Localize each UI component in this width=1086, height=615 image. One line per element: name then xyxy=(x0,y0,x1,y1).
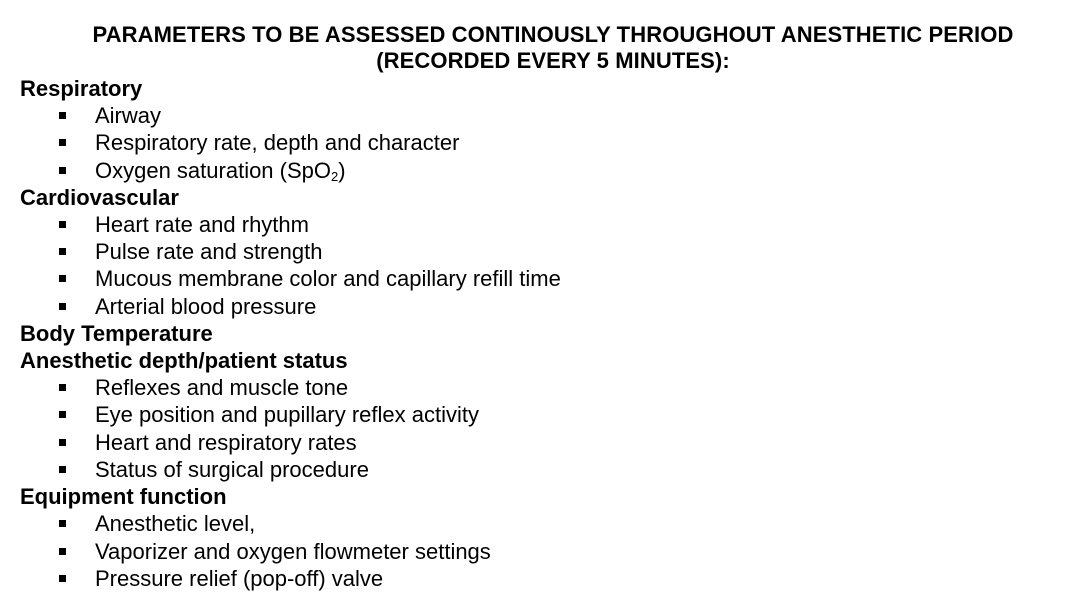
page-title xyxy=(20,22,1086,74)
list-item-text-prefix: Oxygen saturation (SpO xyxy=(95,157,332,183)
square-bullet-icon xyxy=(59,575,66,582)
list-item xyxy=(20,538,1060,565)
list-item-text: Pulse rate and strength xyxy=(95,239,323,265)
list-item-text: Anesthetic level, xyxy=(95,511,256,537)
square-bullet-icon xyxy=(59,112,66,119)
section-heading-anesthetic-depth: Anesthetic depth/patient status xyxy=(20,348,348,374)
square-bullet-icon xyxy=(59,520,66,527)
square-bullet-icon xyxy=(59,411,66,418)
list-item-text: Reflexes and muscle tone xyxy=(95,375,349,401)
section-heading-cardiovascular: Cardiovascular xyxy=(20,184,179,210)
square-bullet-icon xyxy=(59,384,66,391)
list-item xyxy=(20,265,1060,292)
section-heading-respiratory: Respiratory xyxy=(20,76,143,101)
list-item xyxy=(20,102,1060,129)
list-item-text: Mucous membrane color and capillary refill time xyxy=(95,266,561,292)
list-item-subscript: 2 xyxy=(331,168,339,184)
list-item-text: Arterial blood pressure xyxy=(95,293,317,319)
square-bullet-icon xyxy=(59,167,66,174)
section-heading-equipment-function: Equipment function xyxy=(20,484,227,510)
section-heading-body-temperature: Body Temperature xyxy=(20,321,213,347)
anesthetic-depth-items xyxy=(20,374,1060,483)
list-item-text-suffix: ) xyxy=(338,157,346,183)
square-bullet-icon xyxy=(59,248,66,255)
list-item-text: Respiratory rate, depth and character xyxy=(95,130,460,156)
list-item xyxy=(20,401,1060,428)
title-line-2: (RECORDED EVERY 5 MINUTES): xyxy=(376,48,730,73)
square-bullet-icon xyxy=(59,139,66,146)
square-bullet-icon xyxy=(59,548,66,555)
list-item xyxy=(20,456,1060,483)
square-bullet-icon xyxy=(59,466,66,473)
list-item xyxy=(20,238,1060,265)
square-bullet-icon xyxy=(59,303,66,310)
list-item xyxy=(20,429,1060,456)
list-item-text: Eye position and pupillary reflex activity xyxy=(95,402,479,428)
list-item xyxy=(20,211,1060,238)
list-item xyxy=(20,157,1060,184)
title-line-1: PARAMETERS TO BE ASSESSED CONTINOUSLY THROUGHOUT ANESTHETIC PERIOD xyxy=(92,22,1014,47)
list-item xyxy=(20,565,1060,592)
list-item-text: Pressure relief (pop-off) valve xyxy=(95,565,384,591)
cardiovascular-items xyxy=(20,211,1060,320)
list-item-text: Airway xyxy=(95,103,162,128)
equipment-items xyxy=(20,510,1060,592)
parameters-list xyxy=(20,75,1060,592)
square-bullet-icon xyxy=(59,439,66,446)
respiratory-items xyxy=(20,102,1060,184)
list-item xyxy=(20,510,1060,537)
list-item-text: Status of surgical procedure xyxy=(95,456,369,482)
list-item xyxy=(20,374,1060,401)
list-item xyxy=(20,293,1060,320)
list-item xyxy=(20,129,1060,156)
square-bullet-icon xyxy=(59,221,66,228)
square-bullet-icon xyxy=(59,275,66,282)
list-item-text: Heart rate and rhythm xyxy=(95,211,309,237)
list-item-text: Heart and respiratory rates xyxy=(95,429,357,455)
list-item-text: Vaporizer and oxygen flowmeter settings xyxy=(95,538,491,564)
